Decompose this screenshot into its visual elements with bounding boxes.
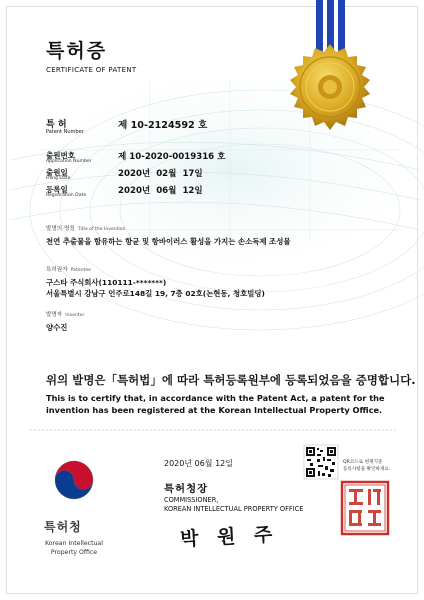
inventor-name: 양수진: [46, 323, 68, 332]
invention-title-value: 천연 추출물을 함유하는 항균 및 항바이러스 활성을 가지는 손소독제 조성물: [46, 237, 291, 246]
patentee-address: 서울특별시 강남구 언주로148길 19, 7층 02호(논현동, 청호빌딩): [46, 289, 265, 298]
inventor-label-ko: 발명자: [46, 312, 63, 318]
filing-date-label-en: Filing Date: [46, 176, 71, 181]
ribbon-stripes: [316, 0, 345, 52]
registration-date-label: 등록일: [46, 185, 68, 194]
invention-title-label-ko: 발명의 명칭: [46, 226, 75, 232]
commissioner-title-ko: 특허청장: [164, 483, 209, 495]
application-number-value: 제 10-2020-0019316 호: [118, 152, 226, 162]
certification-statement-ko: 위의 발명은「특허법」에 따라 특허등록원부에 등록되었음을 증명합니다.: [46, 373, 416, 387]
certificate-title-en: CERTIFICATE OF PATENT: [46, 66, 137, 74]
patent-number-value: 제 10-2124592 호: [118, 120, 208, 131]
registration-date-label-en: Registration Date: [46, 193, 87, 198]
issue-date: 2020년 06월 12일: [164, 459, 233, 468]
filing-date-value: 2020년 02월 17일: [118, 169, 203, 179]
qr-note-line-2: 등록사항을 확인하세요.: [343, 467, 391, 472]
commissioner-line-2: KOREAN INTELLECTUAL PROPERTY OFFICE: [164, 505, 304, 513]
certificate-title: 특허증: [46, 40, 108, 62]
patentee-label-en: Patentee: [70, 268, 91, 273]
kipo-logo-icon: [55, 461, 93, 499]
patent-number-label: 특 허: [46, 120, 67, 130]
inventor-label: [46, 310, 84, 318]
application-number-label-en: Application Number: [46, 159, 92, 164]
qr-note: [343, 459, 390, 473]
filing-date-label: 출원일: [46, 168, 68, 177]
patentee-label: [46, 265, 91, 273]
invention-title-label: [46, 224, 126, 232]
invention-title-label-en: Title of the Invention: [77, 227, 126, 232]
patent-number-label-en: Patent Number: [46, 129, 84, 135]
application-number-label: 출원번호: [46, 151, 75, 160]
qr-note-line-1: QR코드로 현재기준: [343, 460, 383, 465]
office-name-en: Korean Intellectual Property Office: [45, 540, 103, 556]
patentee-label-ko: 특허권자: [46, 267, 68, 273]
registration-date-value: 2020년 06월 12일: [118, 186, 203, 196]
official-red-stamp: [342, 482, 388, 534]
office-name-ko: 특허청: [44, 520, 82, 534]
inventor-label-en: Inventor: [65, 313, 85, 318]
commissioner-line-1: COMMISSIONER,: [164, 496, 219, 504]
commissioner-signature: 박 원 주: [179, 523, 279, 551]
certification-statement-en: This is to certify that, in accordance with the Patent Act, a patent for the invention has been registered at the Korean Intellectual Property Office.: [46, 393, 385, 415]
qr-code: [304, 445, 338, 479]
patentee-name: 구스타 주식회사(110111-*******): [46, 278, 167, 287]
commissioner-title-en: [164, 496, 303, 514]
